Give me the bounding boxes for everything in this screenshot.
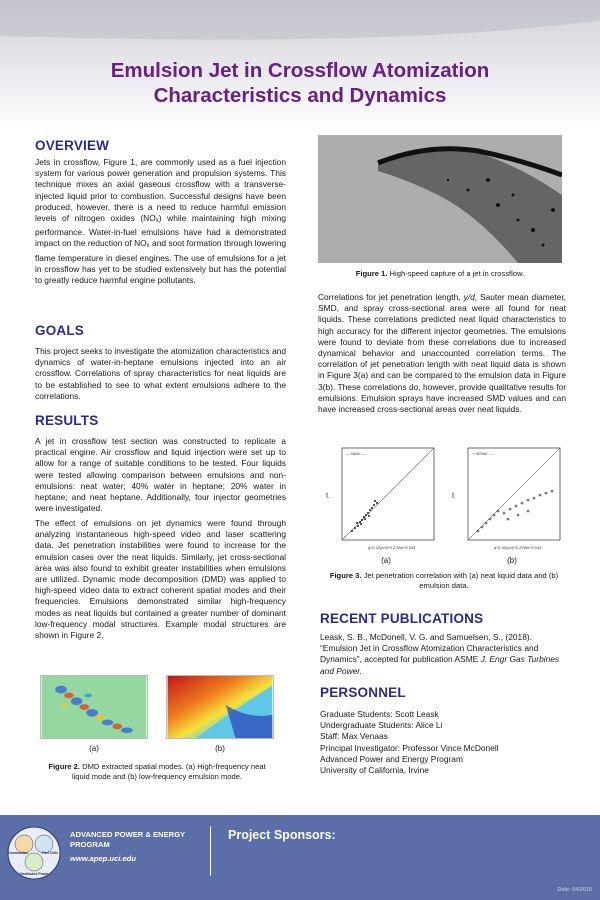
figure3-b-label: (b) [507, 556, 517, 565]
personnel-item: Staff: Max Venaas [320, 731, 388, 742]
results-text-2: The effect of emulsions on jet dynamics were found through analyzing instantaneous high-speed video and laser scattering data. Jet penetration instabilities were found to increase for the emulsion cases over the neat liquids. Similarly, jet cross-sectional area was also found to exhibit greater instabilities when emulsions are utilized. Dynamic mode decomposition (DMD) was applied to high-speed video data to extract coherent spatial modes and their frequencies. Emulsions demonstrated similar high-frequency modes as neat liquids but contained a greater number of dominant low-frequency modal structures. Example modal structures are shown in Figure 2. [35, 518, 286, 641]
personnel-item: University of California, Irvine [320, 765, 429, 776]
svg-text:Combustion: Combustion [8, 851, 28, 855]
figure1-caption: Figure 1. High-speed capture of a jet in crossflow. [355, 269, 525, 278]
personnel-item: Advanced Power and Energy Program [320, 753, 463, 764]
figure2-b-label: (b) [215, 744, 225, 753]
personnel-list [320, 709, 568, 776]
svg-text:Distributed Power: Distributed Power [19, 872, 49, 876]
publication-entry: Leask, S. B., McDonell, V. G. and Samuelsen, S., (2018). “Emulsion Jet in Crossflow Atomization Characteristics and Dynamics”, accepted for publication ASME J. Engr Gas Turbines and Power. [320, 632, 560, 676]
svg-text:y/d: y/d [450, 492, 455, 498]
poster-date: Date: 04/2018 [557, 887, 592, 893]
header-decoration [0, 0, 600, 60]
org-url[interactable]: www.apep.uci.edu [70, 854, 136, 863]
poster-title: Emulsion Jet in Crossflow Atomization Characteristics and Dynamics [110, 59, 490, 107]
footer-divider [210, 826, 211, 876]
apep-logo [6, 820, 62, 886]
svg-text:— Neat ----: — Neat ---- [346, 451, 366, 456]
personnel-item: Principal Investigator: Professor Vince McDonell [320, 742, 499, 753]
org-name: ADVANCED POWER & ENERGY PROGRAM [70, 830, 186, 849]
svg-text:q^0.42(x/d)^0.27We^0.043: q^0.42(x/d)^0.27We^0.043 [494, 545, 542, 550]
goals-text: This project seeks to investigate the atomization characteristics and dynamics of water-in-heptane emulsions injected into an air crossflow. Correlations of spray characteristics for neat liquids are to be established to see to what extent emulsions adhere to the correlations. [35, 346, 286, 401]
svg-text:y/d: y/d [324, 492, 329, 498]
results-text-1: A jet in crossflow test section was constructed to replicate a practical engine. Air crossflow and liquid injection were set up to allow for a range of suitable conditions to be tested. Four liquids were tested allowing comparison between emulsions and non-emulsions: neat water; 40% water in heptane; 20% water in heptane; and neat heptane. Additionally, four injector geometries were investigated. [35, 436, 286, 514]
overview-heading: OVERVIEW [35, 138, 110, 153]
overview-text: Jets in crossflow, Figure 1, are commonly used as a fuel injection system for various power generation and propulsion systems. This technique mixes an axial gaseous crossflow with a transverse-injected liquid prior to combustion. Successful designs have been produced, however, there is a need to reduce harmful emission levels of nitrogen oxides (NOx) while maintaining high mixing performance. Water-in-fuel emulsions have had a demonstrated impact on the reduction of NOx and soot formation through lowering flame temperature in diesel engines. The use of emulsions for a jet in crossflow has yet to be studied extensively but has the potential to greatly reduce harmful engine pollutants. [35, 157, 286, 286]
correlations-text: Correlations for jet penetration length, y/d, Sauter mean diameter, SMD, and spray cross-sectional area were all found for neat liquids. These correlations predicted neat liquid characteristics to high accuracy for the different injector geometries. The emulsions were found to deviate from these correlations due to increased dynamical behavior and unaccounted correlation terms. The correlation of jet penetration length with neat liquid data is shown in Figure 3(a) and can be compared to the emulsion data in Figure 3(b). These correlations do, however, provide qualitative results for emulsions. Emulsion sprays have increased SMD values and can have increased cross-sectional areas over neat liquids. [318, 292, 566, 415]
project-sponsors-heading: Project Sponsors: [228, 828, 336, 842]
dmd-mode-b-image [166, 675, 274, 739]
personnel-item: Graduate Students: Scott Leask [320, 709, 439, 719]
personnel-heading: PERSONNEL [320, 685, 406, 700]
figure3-caption: Figure 3. Jet penetration correlation with (a) neat liquid data and (b) emulsion data. [329, 571, 559, 590]
publications-heading: RECENT PUBLICATIONS [320, 611, 484, 626]
figure2-caption: Figure 2. DMD extracted spatial modes. (a) High-frequency neat liquid mode and (b) low-frequency emulsion mode. [48, 762, 266, 781]
figure3-a-label: (a) [381, 556, 391, 565]
results-heading: RESULTS [35, 413, 99, 428]
figure2-a-label: (a) [89, 744, 99, 753]
jet-crossflow-image [318, 135, 562, 263]
svg-text:q^0.42(x/d)^0.27We^0.043: q^0.42(x/d)^0.27We^0.043 [368, 545, 416, 550]
figure3-a-chart [322, 443, 440, 553]
figure3-b-chart [448, 443, 566, 553]
goals-heading: GOALS [35, 323, 85, 338]
svg-text:Fuel Cells: Fuel Cells [41, 851, 59, 855]
personnel-item: Undergraduate Students: Alice Li [320, 720, 443, 731]
svg-text:+ 40%W ----: + 40%W ---- [472, 451, 494, 456]
dmd-mode-a-image [40, 675, 148, 739]
